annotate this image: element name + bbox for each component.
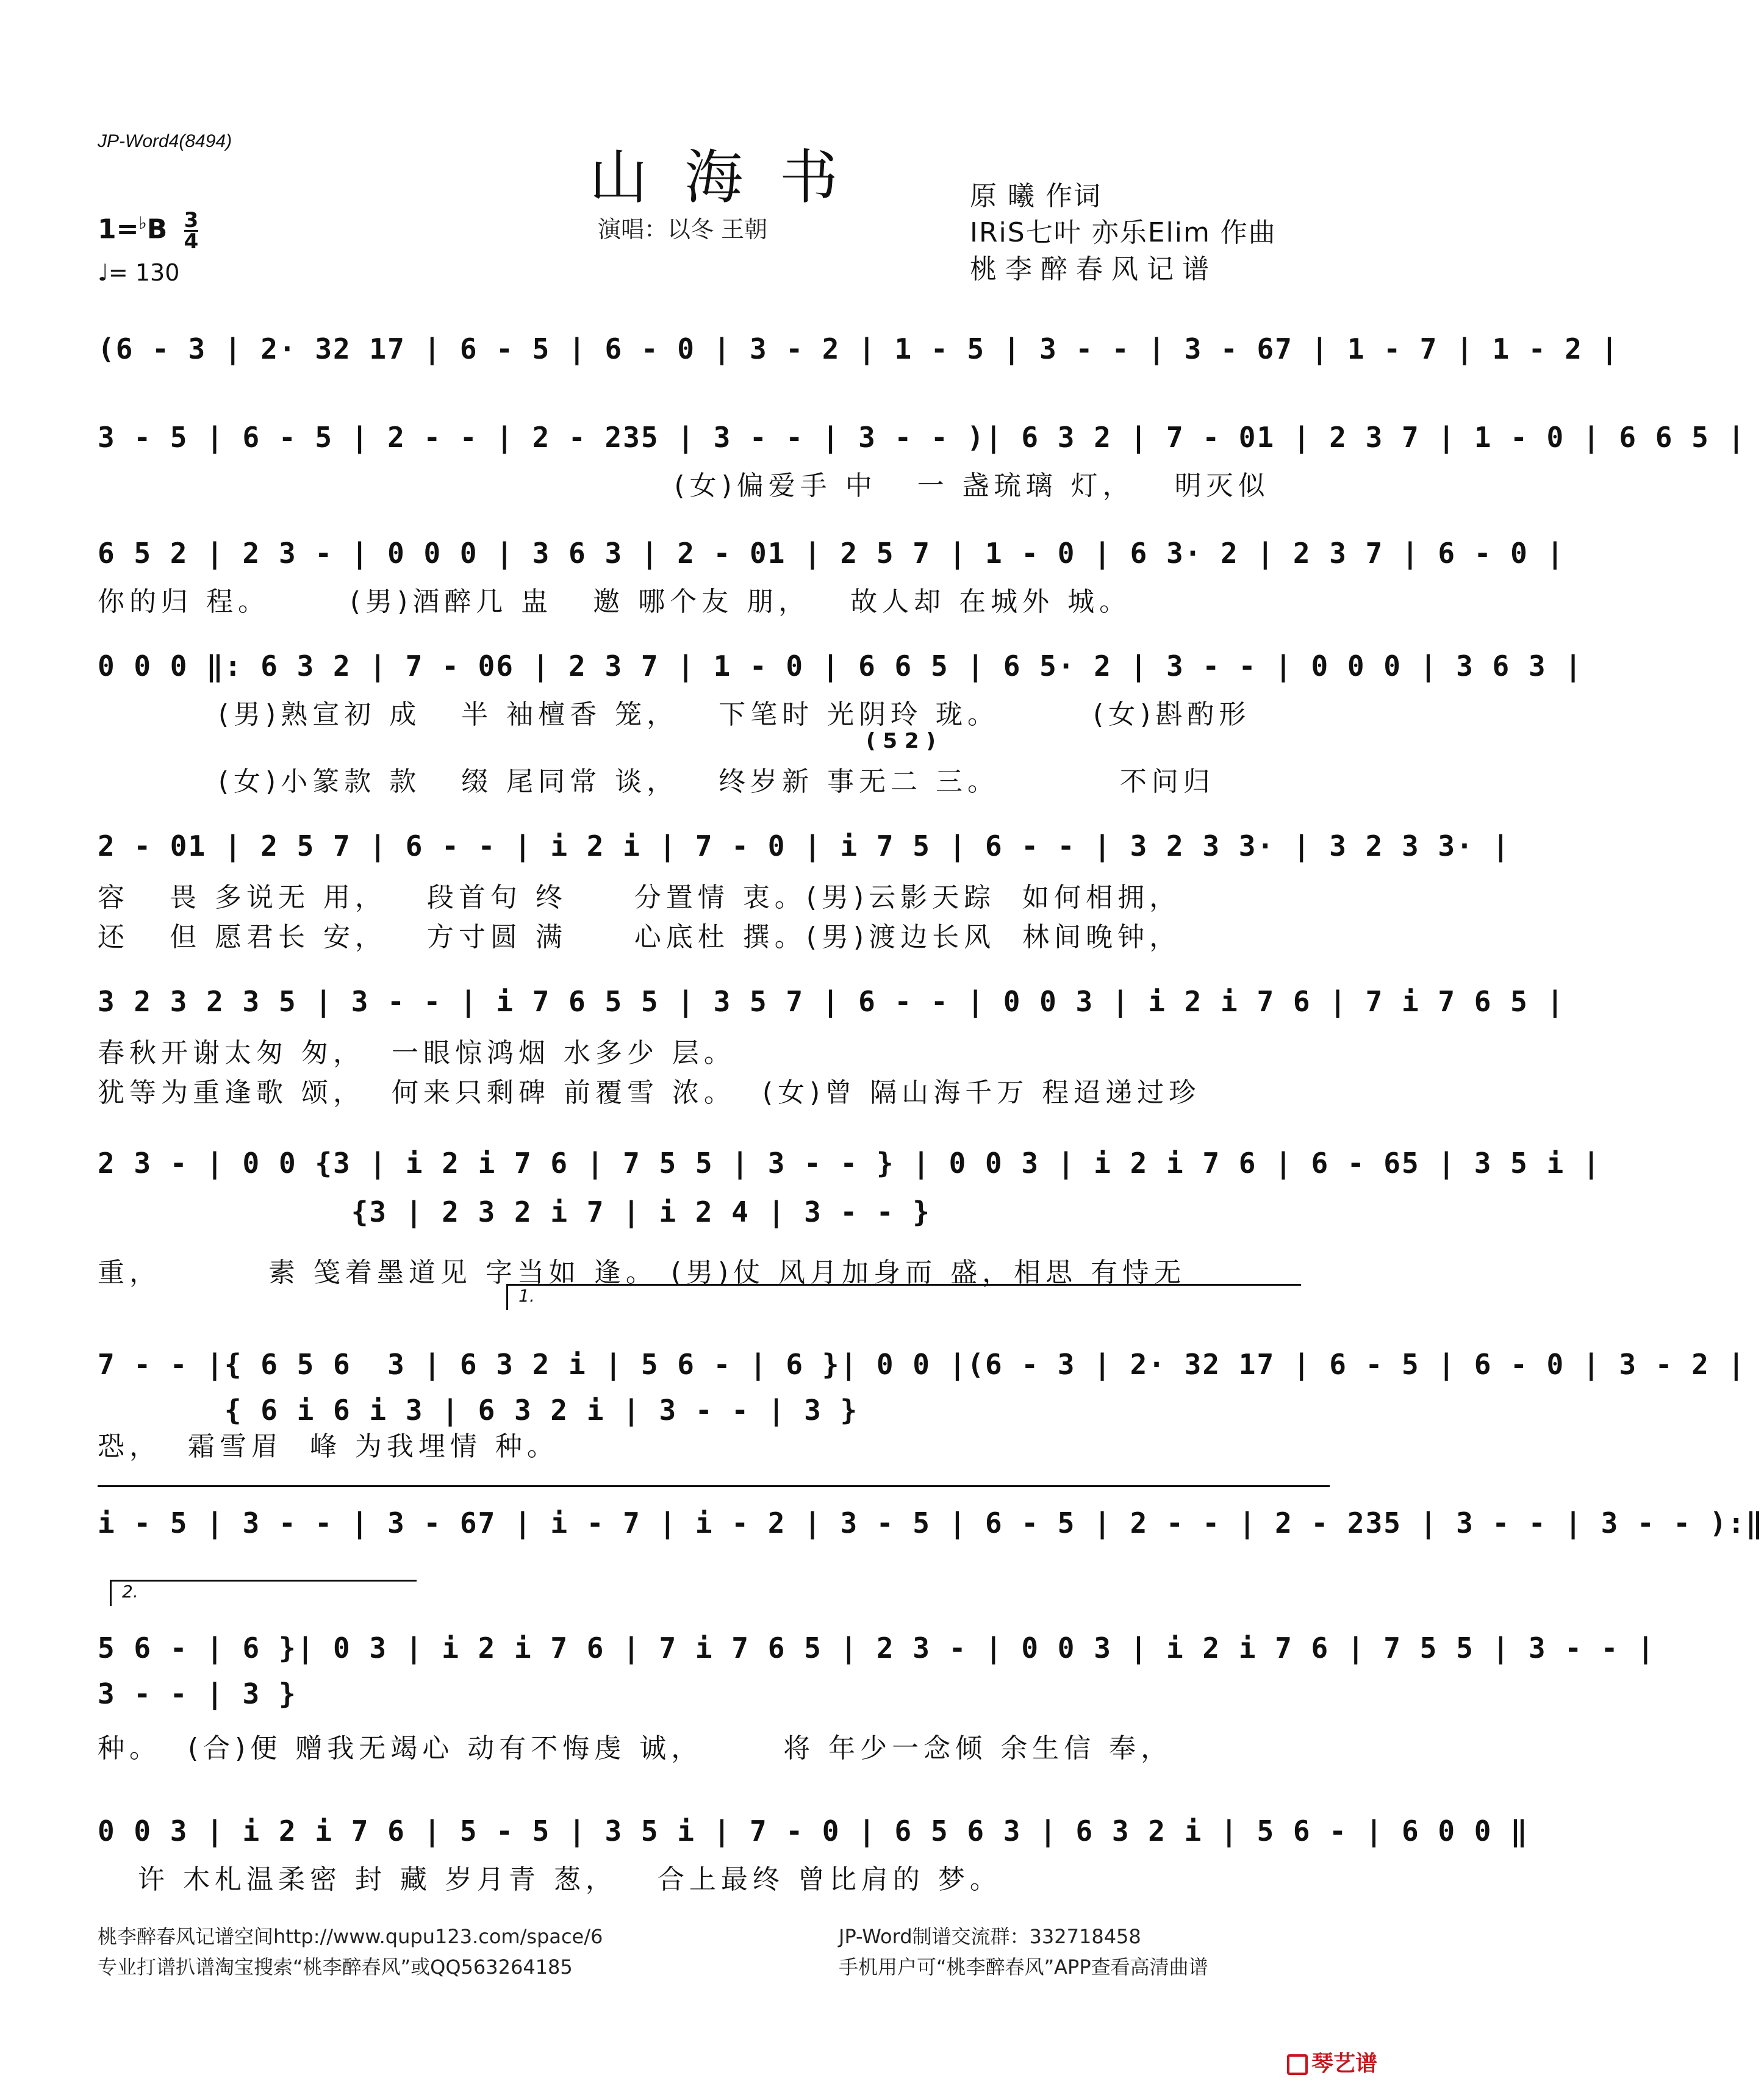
staff-row-9: i - 5 | 3 - - | 3 - 67 | i - 7 | i - 2 | 3 - 5 | 6 - 5 | 2 - - | 2 - 235 | 3 - - | 3 - - ):‖ (98, 1507, 1764, 1539)
staff-row-10-lower: 3 - - | 3 } (98, 1677, 297, 1710)
key-signature (98, 208, 199, 254)
staff-row-8: 7 - - |{ 6 5 6 3 | 6 3 2 i | 5 6 - | 6 }| 0 0 |(6 - 3 | 2· 32 17 | 6 - 5 | 6 - 0 | 3 - 2 | (98, 1348, 1746, 1381)
staff-row-2: 3 - 5 | 6 - 5 | 2 - - | 2 - 235 | 3 - - | 3 - - )| 6 3 2 | 7 - 01 | 2 3 7 | 1 - 0 | 6 6 5 | (98, 421, 1746, 454)
staff-row-10: 5 6 - | 6 }| 0 3 | i 2 i 7 6 | 7 i 7 6 5 | 2 3 - | 0 0 3 | i 2 i 7 6 | 7 5 5 | 3 - - | (98, 1632, 1655, 1665)
staff-row-5: 2 - 01 | 2 5 7 | 6 - - | i 2 i | 7 - 0 | i 7 5 | 6 - - | 3 2 3 3· | 3 2 3 3· | (98, 830, 1511, 862)
staff-row-11: 0 0 3 | i 2 i 7 6 | 5 - 5 | 3 5 i | 7 - 0 | 6 5 6 3 | 6 3 2 i | 5 6 - | 6 0 0 ‖ (98, 1815, 1529, 1847)
credit-composer: IRiS七叶 亦乐Elim 作曲 (970, 217, 1277, 248)
volta-2-bracket (110, 1580, 417, 1606)
lyric-row-4b: (女)小篆款 款 缀 尾同常 谈， 终岁新 事无二 三。 不问归 (98, 766, 1215, 797)
lyric-row-3: 你的归 程。 (男)酒醉几 盅 邀 哪个友 朋， 故人却 在城外 城。 (98, 586, 1131, 617)
staff-row-3: 6 5 2 | 2 3 - | 0 0 0 | 3 6 3 | 2 - 01 | 2 5 7 | 1 - 0 | 6 3· 2 | 2 3 7 | 6 - 0 | (98, 537, 1565, 570)
lyric-row-11: 许 木札温柔密 封 藏 岁月青 葱， 合上最终 曾比肩的 梦。 (98, 1864, 1002, 1895)
volta-2-label: 2. (122, 1582, 138, 1602)
staff-row-4: 0 0 0 ‖: 6 3 2 | 7 - 06 | 2 3 7 | 1 - 0 | 6 6 5 | 6 5· 2 | 3 - - | 0 0 0 | 3 6 3 | (98, 650, 1583, 683)
staff-row-1: (6 - 3 | 2· 32 17 | 6 - 5 | 6 - 0 | 3 - 2 | 1 - 5 | 3 - - | 3 - 67 | 1 - 7 | 1 - 2 | (98, 332, 1619, 365)
lyric-row-6b: 犹等为重逢歌 颂， 何来只剩碑 前覆雪 浓。 (女)曾 隔山海千万 程迢递过珍 (98, 1077, 1201, 1108)
lyric-row-10: 种。 (合)便 赠我无竭心 动有不悔虔 诚， 将 年少一念倾 余生信 奉， (98, 1733, 1173, 1764)
lyric-row-4a: (男)熟宣初 成 半 袖檀香 笼， 下笔时 光阴玲 珑。 (女)斟酌形 (98, 699, 1251, 730)
staff-row-7: 2 3 - | 0 0 {3 | i 2 i 7 6 | 7 5 5 | 3 - - } | 0 0 3 | i 2 i 7 6 | 6 - 65 | 3 5 i | (98, 1147, 1601, 1180)
staff-row-6: 3 2 3 2 3 5 | 3 - - | i 7 6 5 5 | 3 5 7 | 6 - - | 0 0 3 | i 2 i 7 6 | 7 i 7 6 5 | (98, 985, 1565, 1018)
key-prefix: 1= (98, 213, 139, 245)
page-title: 山海书 (589, 143, 875, 212)
lyric-row-5b: 还 但 愿君长 安， 方寸圆 满 心底杜 撰。(男)渡边长风 林间晚钟， (98, 922, 1181, 953)
singer-label: 演唱：以冬 王朝 (598, 216, 768, 243)
time-signature (184, 208, 199, 254)
lyric-row-6a: 春秋开谢太匆 匆， 一眼惊鸿烟 水多少 层。 (98, 1037, 736, 1069)
footer-left-1: 桃李醉春风记谱空间http://www.qupu123.com/space/6 (98, 1925, 603, 1948)
volta-1-bracket (506, 1284, 1301, 1310)
tempo-marking: ♩= 130 (98, 259, 180, 286)
logo-text: 琴艺谱 (1311, 2051, 1378, 2076)
credit-lyricist: 原 曦 作词 (970, 181, 1102, 212)
key-note: B (146, 213, 168, 245)
lyric-row-5a: 容 畏 多说无 用， 段首句 终 分置情 衷。(男)云影天踪 如何相拥， (98, 882, 1181, 913)
annotation-alt-notes: ( 5 2 ) (866, 729, 936, 753)
brand-logo (1287, 2046, 1377, 2077)
lyric-row-7: 重， 素 笺着墨道见 字当如 逢。 (男)仗 风月加身而 盛，相思 有恃无 (98, 1257, 1186, 1288)
flat-symbol: ♭ (138, 212, 147, 233)
footer-right-2: 手机用户可“桃李醉春风”APP查看高清曲谱 (839, 1955, 1208, 1979)
logo-icon (1287, 2054, 1308, 2075)
time-top: 3 (184, 208, 199, 232)
credit-transcriber: 桃李醉春风记谱 (970, 254, 1217, 285)
time-bottom: 4 (184, 229, 199, 254)
staff-row-8-lower: { 6 i 6 i 3 | 6 3 2 i | 3 - - | 3 } (98, 1394, 859, 1427)
volta-line (98, 1485, 1330, 1487)
footer-left-2: 专业打谱扒谱淘宝搜索“桃李醉春风”或QQ563264185 (98, 1955, 573, 1979)
footer-right-1: JP-Word制谱交流群：332718458 (839, 1925, 1141, 1948)
volta-1-label: 1. (518, 1286, 535, 1306)
staff-row-7-lower: {3 | 2 3 2 i 7 | i 2 4 | 3 - - } (98, 1195, 931, 1228)
lyric-row-8: 恐， 霜雪眉 峰 为我埋情 种。 (98, 1431, 559, 1462)
lyric-row-2: (女)偏爱手 中 一 盏琉璃 灯， 明灭似 (98, 470, 1270, 501)
software-label: JP-Word4(8494) (98, 131, 232, 151)
